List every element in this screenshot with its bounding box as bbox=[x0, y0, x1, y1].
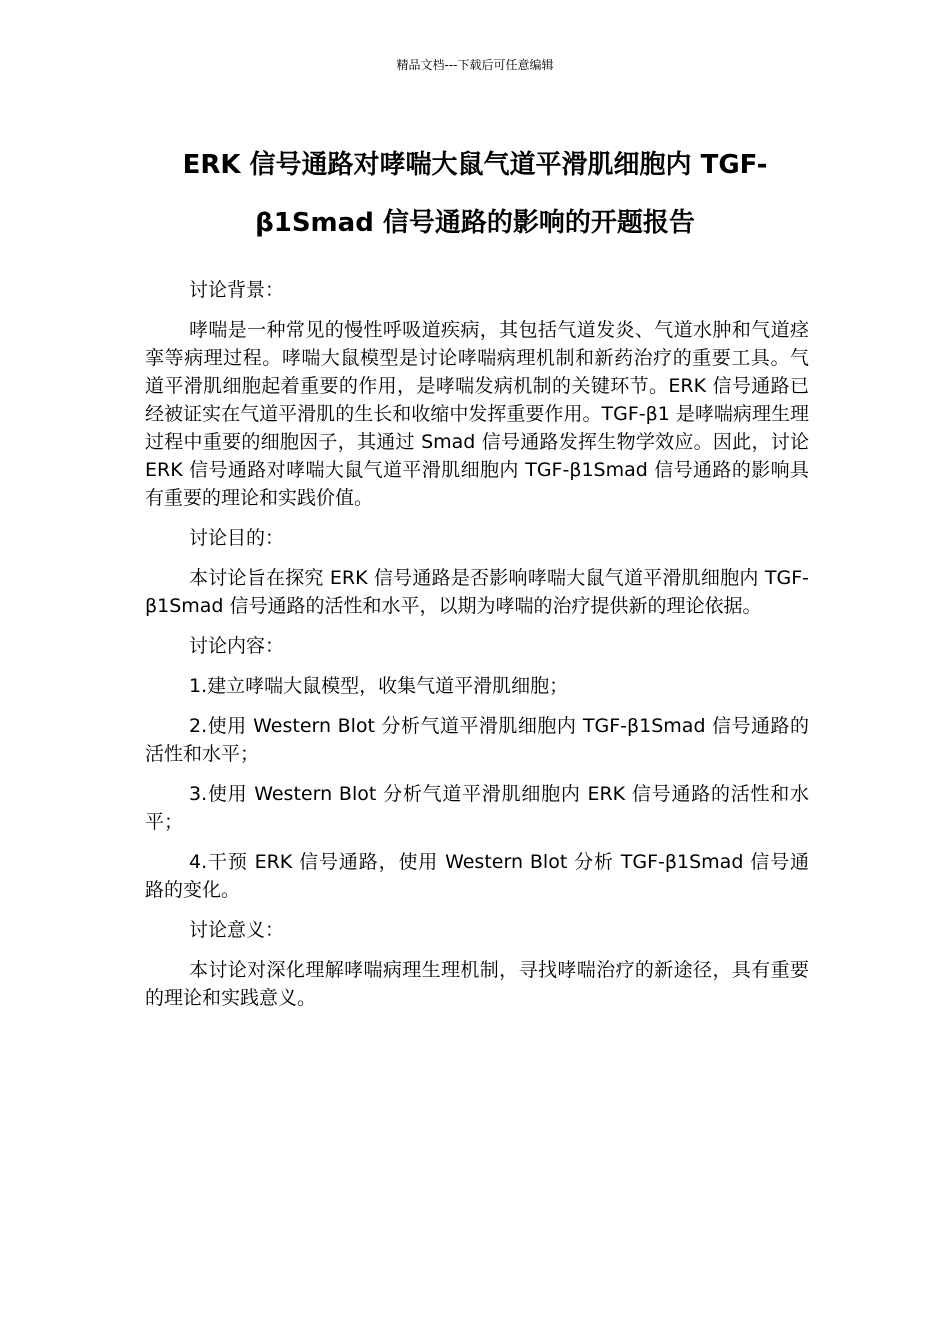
document-body bbox=[145, 276, 809, 1024]
content-heading: 讨论内容： bbox=[189, 635, 285, 657]
content-item-2: 2.使用 Western Blot 分析气道平滑肌细胞内 TGF-β1Smad 信号通路的活性和水平； bbox=[145, 715, 809, 765]
background-paragraph: 哮喘是一种常见的慢性呼吸道疾病，其包括气道发炎、气道水肿和气道痉挛等病理过程。哮喘大鼠模型是讨论哮喘病理机制和新药治疗的重要工具。气道平滑肌细胞起着重要的作用，是哮喘发病机制的关键环节。ERK 信号通路已经被证实在气道平滑肌的生长和收缩中发挥重要作用。TGF-β1 是哮喘病理生理过程中重要的细胞因子，其通过 Smad 信号通路发挥生物学效应。因此，讨论 ERK 信号通路对哮喘大鼠气道平滑肌细胞内 TGF-β1Smad 信号通路的影响具有重要的理论和实践价值。 bbox=[145, 319, 809, 509]
title-line-1: ERK 信号通路对哮喘大鼠气道平滑肌细胞内 TGF- bbox=[182, 150, 768, 180]
content-item-4: 4.干预 ERK 信号通路，使用 Western Blot 分析 TGF-β1Smad 信号通路的变化。 bbox=[145, 851, 809, 901]
document-title bbox=[140, 136, 810, 252]
content-item-3: 3.使用 Western Blot 分析气道平滑肌细胞内 ERK 信号通路的活性和水平； bbox=[145, 783, 809, 833]
purpose-heading: 讨论目的： bbox=[189, 527, 285, 549]
significance-heading: 讨论意义： bbox=[189, 919, 285, 941]
background-heading: 讨论背景： bbox=[189, 279, 285, 301]
page-header: 精品文档---下载后可任意编辑 bbox=[396, 58, 554, 72]
title-line-2: β1Smad 信号通路的影响的开题报告 bbox=[255, 208, 695, 238]
content-item-1: 1.建立哮喘大鼠模型，收集气道平滑肌细胞； bbox=[189, 675, 569, 697]
purpose-paragraph: 本讨论旨在探究 ERK 信号通路是否影响哮喘大鼠气道平滑肌细胞内 TGF-β1Smad 信号通路的活性和水平，以期为哮喘的治疗提供新的理论依据。 bbox=[145, 567, 809, 617]
significance-paragraph: 本讨论对深化理解哮喘病理生理机制，寻找哮喘治疗的新途径，具有重要的理论和实践意义。 bbox=[145, 959, 809, 1009]
